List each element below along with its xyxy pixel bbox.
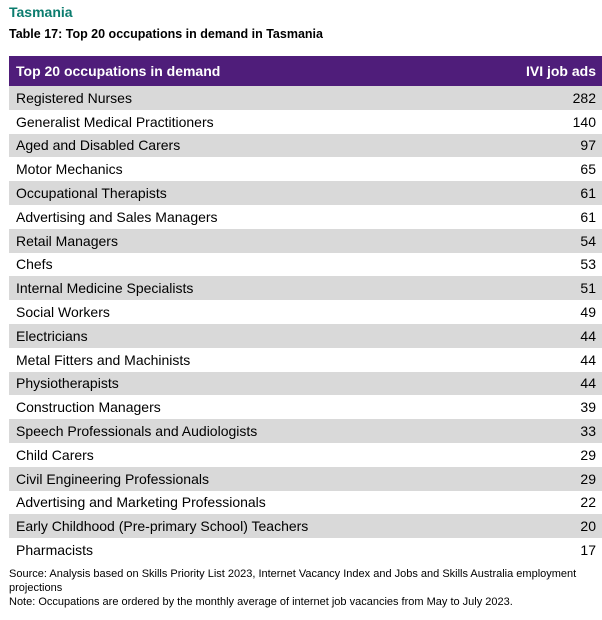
- table-caption: Table 17: Top 20 occupations in demand in Tasmania: [9, 27, 323, 41]
- table-row: [9, 419, 602, 443]
- table-row: [9, 276, 602, 300]
- occupation-cell: Generalist Medical Practitioners: [16, 113, 214, 130]
- table-row: [9, 491, 602, 515]
- occupation-cell: Occupational Therapists: [16, 185, 167, 202]
- ivi-job-ads-cell: 22: [580, 494, 596, 511]
- table-row: [9, 253, 602, 277]
- ivi-job-ads-cell: 29: [580, 470, 596, 487]
- ivi-job-ads-cell: 54: [580, 232, 596, 249]
- ivi-job-ads-cell: 51: [580, 280, 596, 297]
- table-row: [9, 157, 602, 181]
- occupation-cell: Registered Nurses: [16, 89, 132, 106]
- table-row: [9, 348, 602, 372]
- table-row: [9, 205, 602, 229]
- ordering-note: Note: Occupations are ordered by the monthly average of internet job vacancies from May to July 2023.: [9, 596, 513, 608]
- occupation-cell: Advertising and Marketing Professionals: [16, 494, 266, 511]
- occupation-cell: Retail Managers: [16, 232, 118, 249]
- occupation-cell: Advertising and Sales Managers: [16, 208, 218, 225]
- ivi-job-ads-cell: 140: [572, 113, 596, 130]
- ivi-job-ads-cell: 33: [580, 423, 596, 440]
- ivi-job-ads-cell: 44: [580, 351, 596, 368]
- table-row: [9, 372, 602, 396]
- occupation-cell: Physiotherapists: [16, 375, 119, 392]
- ivi-job-ads-cell: 17: [580, 542, 596, 559]
- table-row: [9, 395, 602, 419]
- table-row: [9, 467, 602, 491]
- occupation-cell: Electricians: [16, 327, 88, 344]
- occupation-cell: Aged and Disabled Carers: [16, 137, 181, 154]
- table-row: [9, 538, 602, 562]
- table-row: [9, 324, 602, 348]
- source-note: Source: Analysis based on Skills Priority List 2023, Internet Vacancy Index and Jobs and Skills Australia employment projections: [9, 568, 577, 594]
- ivi-job-ads-cell: 97: [580, 137, 596, 154]
- ivi-job-ads-cell: 49: [580, 304, 596, 321]
- occupation-cell: Construction Managers: [16, 399, 161, 416]
- table-row: [9, 300, 602, 324]
- occupation-cell: Social Workers: [16, 304, 110, 321]
- table-body: [9, 86, 602, 562]
- ivi-job-ads-cell: 44: [580, 375, 596, 392]
- occupation-cell: Internal Medicine Specialists: [16, 280, 194, 297]
- table-row: [9, 443, 602, 467]
- table-row: [9, 229, 602, 253]
- ivi-job-ads-cell: 39: [580, 399, 596, 416]
- table-notes: [9, 567, 601, 609]
- table-row: [9, 110, 602, 134]
- occupation-cell: Metal Fitters and Machinists: [16, 351, 191, 368]
- ivi-job-ads-cell: 282: [572, 89, 596, 106]
- table-header-row: [9, 56, 602, 86]
- ivi-job-ads-cell: 29: [580, 446, 596, 463]
- ivi-job-ads-cell: 20: [580, 518, 596, 535]
- ivi-job-ads-cell: 44: [580, 327, 596, 344]
- occupation-cell: Pharmacists: [16, 542, 94, 559]
- section-title: Tasmania: [9, 4, 73, 20]
- table-row: [9, 86, 602, 110]
- occupation-cell: Child Carers: [16, 446, 94, 463]
- table-row: [9, 134, 602, 158]
- occupation-cell: Civil Engineering Professionals: [16, 470, 209, 487]
- ivi-job-ads-cell: 61: [580, 185, 596, 202]
- header-ivi-job-ads: IVI job ads: [525, 63, 596, 79]
- occupation-cell: Early Childhood (Pre-primary School) Teachers: [16, 518, 309, 535]
- occupations-table: [9, 56, 602, 562]
- occupation-cell: Speech Professionals and Audiologists: [16, 423, 258, 440]
- occupation-cell: Chefs: [16, 256, 53, 273]
- occupation-cell: Motor Mechanics: [16, 161, 123, 178]
- table-row: [9, 514, 602, 538]
- ivi-job-ads-cell: 53: [580, 256, 596, 273]
- table-row: [9, 181, 602, 205]
- ivi-job-ads-cell: 61: [580, 208, 596, 225]
- ivi-job-ads-cell: 65: [580, 161, 596, 178]
- header-occupation: Top 20 occupations in demand: [16, 63, 221, 79]
